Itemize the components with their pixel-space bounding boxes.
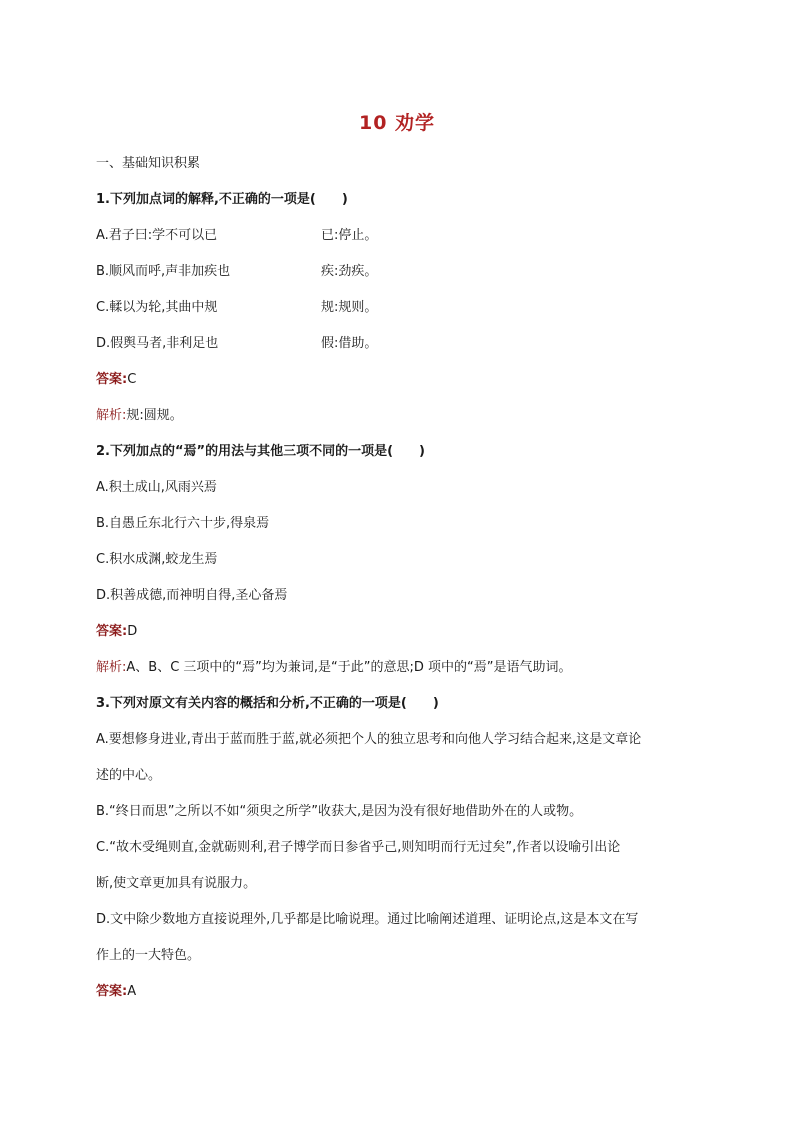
answer-label: 答案: <box>96 372 128 387</box>
question-3-option-c-line-2: 断,使文章更加具有说服力。 <box>96 876 257 891</box>
question-2-stem: 2.下列加点的“焉”的用法与其他三项不同的一项是( ) <box>96 444 425 459</box>
option-definition: 已:停止。 <box>321 228 378 243</box>
question-1-option-b <box>96 262 377 282</box>
answer-label: 答案: <box>96 624 128 639</box>
section-heading: 一、基础知识积累 <box>96 156 201 171</box>
option-definition: 假:借助。 <box>321 336 378 351</box>
question-3-answer <box>96 982 136 1002</box>
option-text: C.輮以为轮,其曲中规 <box>96 300 218 315</box>
question-3-stem: 3.下列对原文有关内容的概括和分析,不正确的一项是( ) <box>96 696 439 711</box>
option-text: D.假舆马者,非利足也 <box>96 336 219 351</box>
question-3-option-b: B.“终日而思”之所以不如“须臾之所学”收获大,是因为没有很好地借助外在的人或物。 <box>96 804 583 819</box>
answer-value: C <box>127 372 137 387</box>
question-2-option-b: B.自愚丘东北行六十步,得泉焉 <box>96 516 270 531</box>
answer-value: A <box>127 984 137 999</box>
question-2-option-d: D.积善成德,而神明自得,圣心备焉 <box>96 588 288 603</box>
analysis-text: 规:圆规。 <box>126 408 183 423</box>
question-1-analysis <box>96 406 183 426</box>
analysis-text: A、B、C 三项中的“焉”均为兼词,是“于此”的意思;D 项中的“焉”是语气助词。 <box>126 660 572 675</box>
answer-value: D <box>127 624 138 639</box>
question-3-option-d-line-2: 作上的一大特色。 <box>96 948 201 963</box>
question-1-stem: 1.下列加点词的解释,不正确的一项是( ) <box>96 192 348 207</box>
page-title: 10 劝学 <box>358 112 436 134</box>
question-3-option-d-line-1: D.文中除少数地方直接说理外,几乎都是比喻说理。通过比喻阐述道理、证明论点,这是本文在写 <box>96 912 639 927</box>
question-1-option-d <box>96 334 377 354</box>
question-2-option-a: A.积土成山,风雨兴焉 <box>96 480 217 495</box>
option-definition: 疾:劲疾。 <box>321 264 378 279</box>
analysis-label: 解析: <box>96 660 127 675</box>
answer-label: 答案: <box>96 984 128 999</box>
question-1-option-a <box>96 226 377 246</box>
analysis-label: 解析: <box>96 408 127 423</box>
question-3-option-a-line-1: A.要想修身进业,青出于蓝而胜于蓝,就必须把个人的独立思考和向他人学习结合起来,这是文章论 <box>96 732 642 747</box>
question-2-option-c: C.积水成渊,蛟龙生焉 <box>96 552 218 567</box>
question-2-analysis <box>96 658 571 678</box>
question-2-answer <box>96 622 137 642</box>
question-3-option-a-line-2: 述的中心。 <box>96 768 162 783</box>
option-text: A.君子曰:学不可以已 <box>96 228 218 243</box>
question-1-option-c <box>96 298 377 318</box>
option-definition: 规:规则。 <box>321 300 378 315</box>
option-text: B.顺风而呼,声非加疾也 <box>96 264 231 279</box>
question-3-option-c-line-1: C.“故木受绳则直,金就砺则利,君子博学而日参省乎己,则知明而行无过矣”,作者以设喻引出论 <box>96 840 621 855</box>
question-1-answer <box>96 370 136 390</box>
